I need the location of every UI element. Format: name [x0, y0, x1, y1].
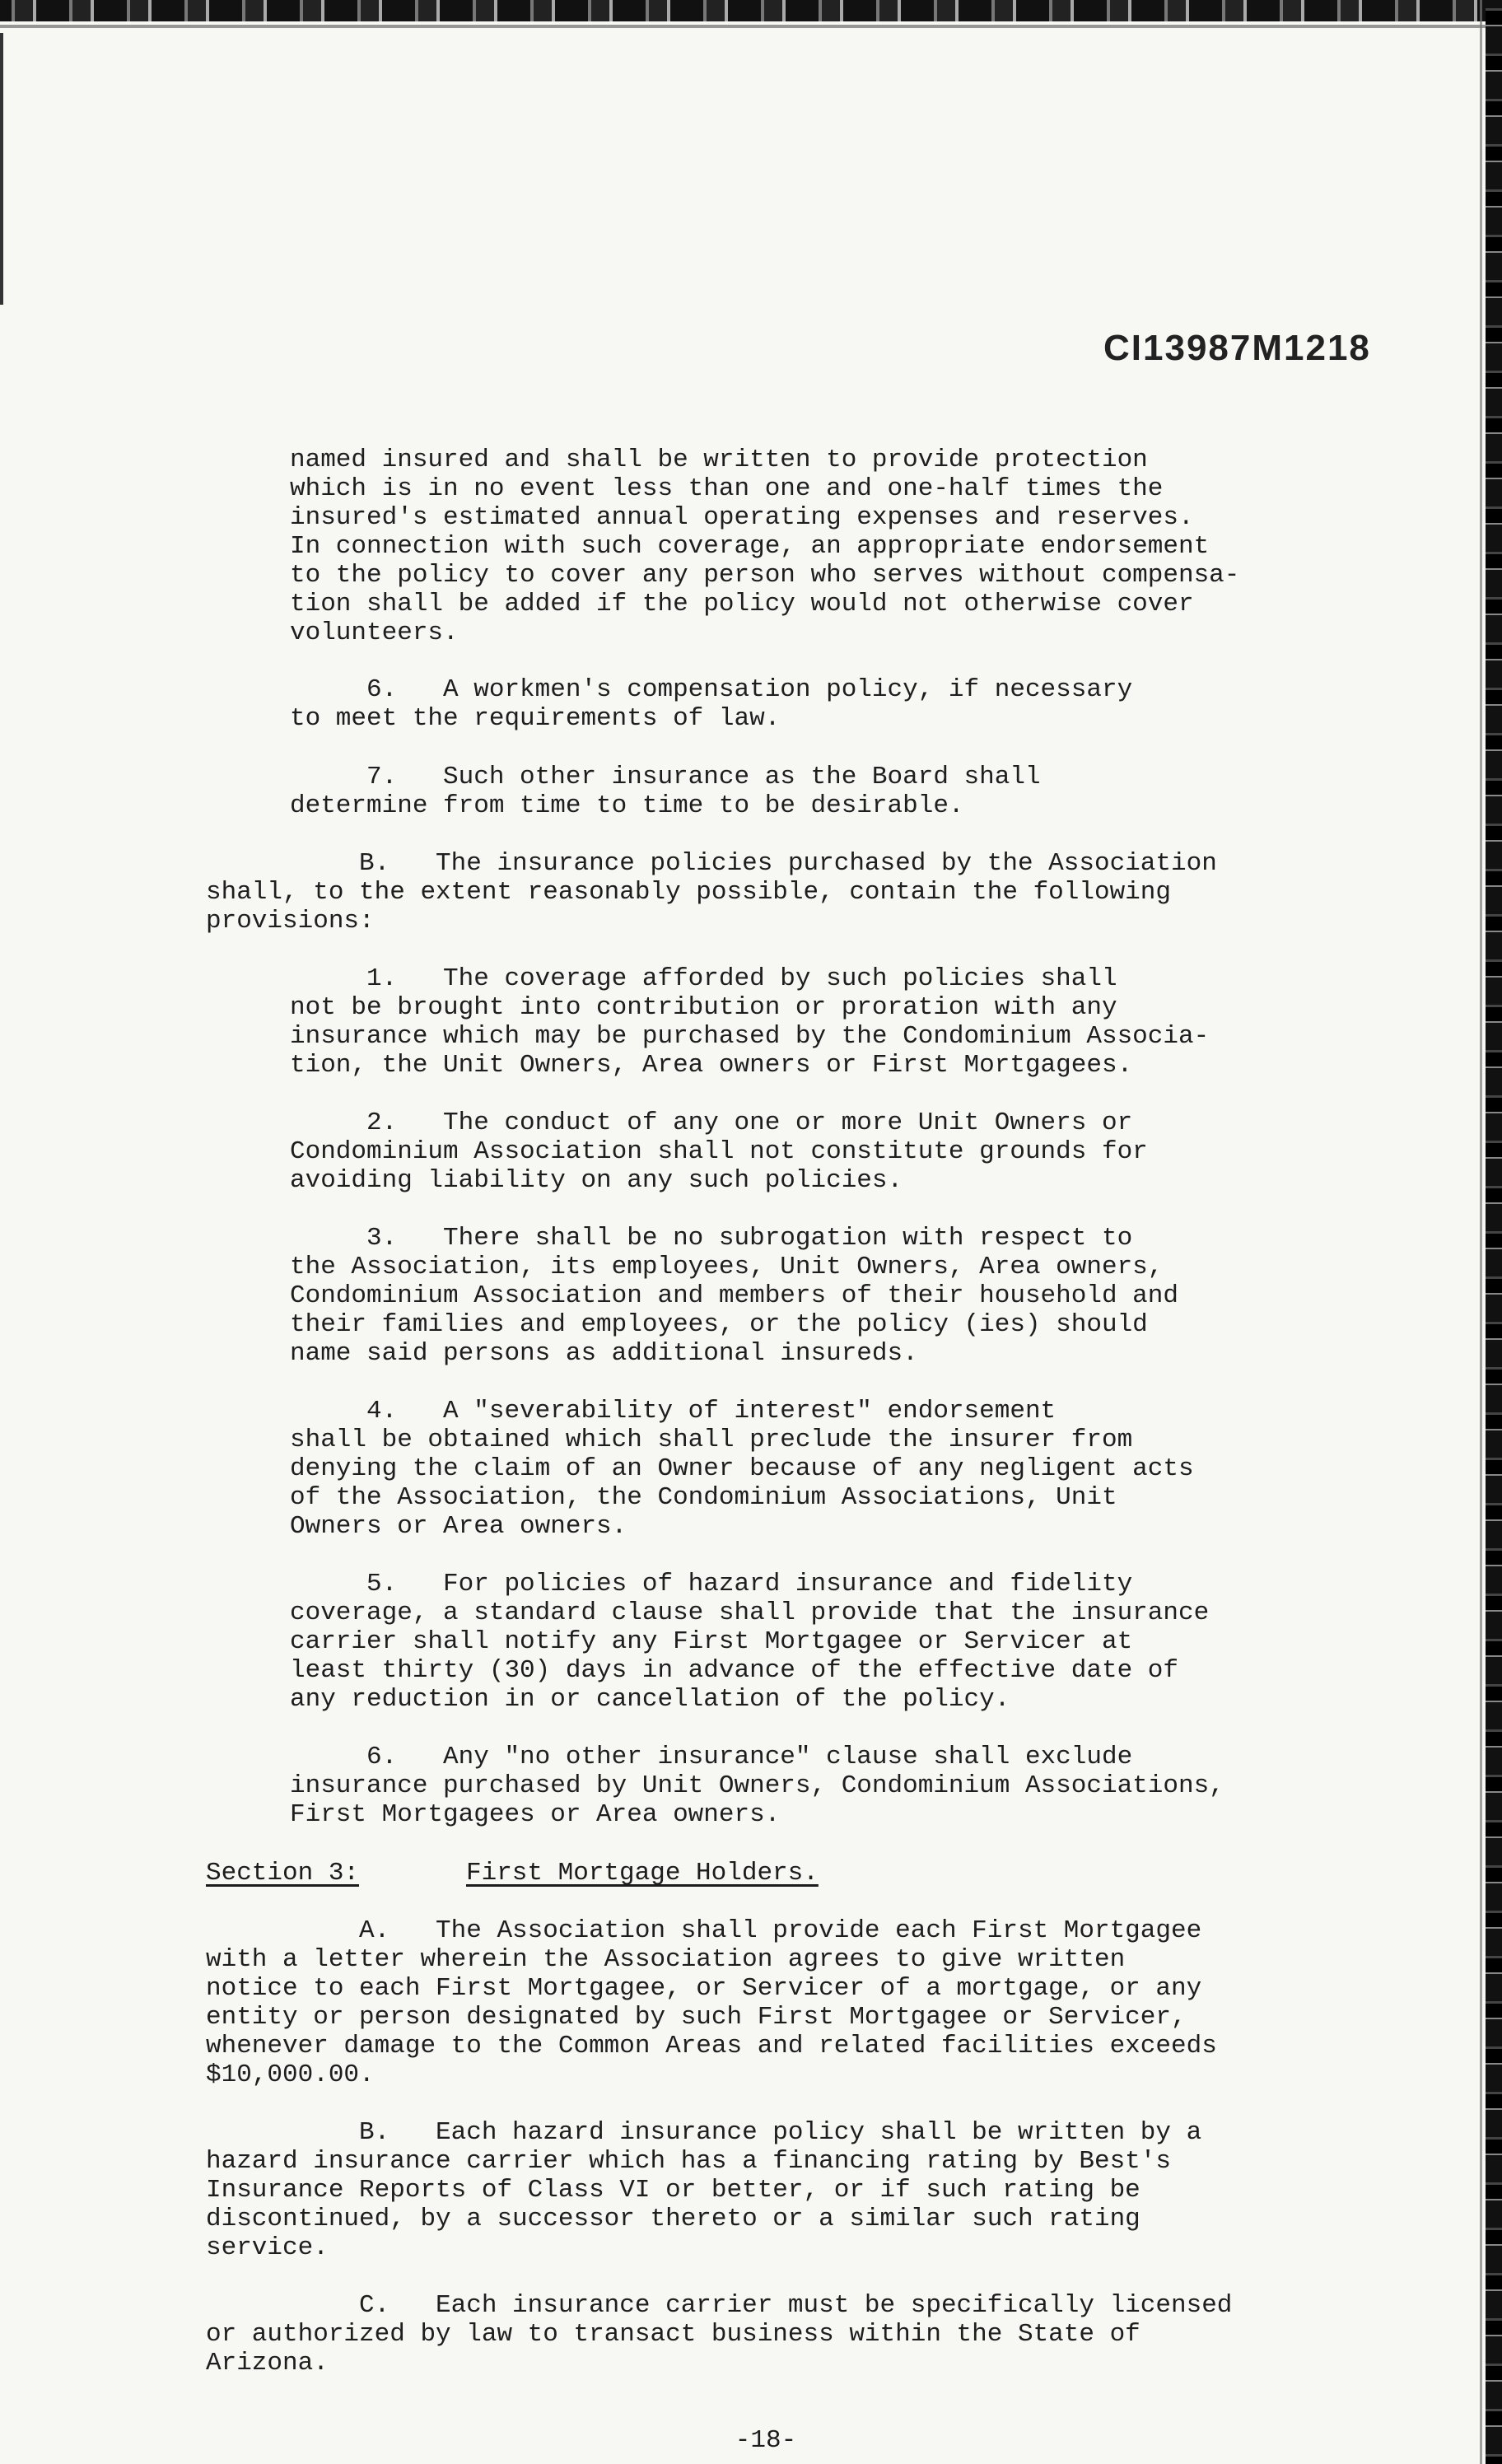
paragraph-provision-2: [290, 1108, 1148, 1195]
text-line: 2. The conduct of any one or more Unit Owners or: [290, 1108, 1133, 1137]
text-line: Owners or Area owners.: [290, 1512, 627, 1541]
paragraph-section3-c: [206, 2291, 1232, 2378]
text-line: least thirty (30) days in advance of the effective date of: [290, 1656, 1178, 1685]
text-line: 6. A workmen's compensation policy, if necessary: [290, 675, 1133, 704]
text-line: C. Each insurance carrier must be specifically licensed: [206, 2291, 1233, 2320]
text-line: 3. There shall be no subrogation with respect to: [290, 1224, 1133, 1253]
scan-edge-top: [0, 0, 1502, 21]
scan-edge-right: [1486, 0, 1502, 2464]
text-line: insurance which may be purchased by the Condominium Associa-: [290, 1022, 1210, 1051]
text-line: to the policy to cover any person who serves without compensa-: [290, 561, 1240, 590]
text-line: 1. The coverage afforded by such policies shall: [290, 964, 1117, 993]
text-line: their families and employees, or the policy (ies) should: [290, 1310, 1148, 1339]
text-line: denying the claim of an Owner because of any negligent acts: [290, 1454, 1194, 1483]
text-line: which is in no event less than one and one-half times the: [290, 474, 1164, 503]
text-line: the Association, its employees, Unit Owners, Area owners,: [290, 1253, 1164, 1281]
text-line: whenever damage to the Common Areas and related facilities exceeds: [206, 2032, 1217, 2060]
page-number: -18-: [735, 2426, 797, 2455]
text-line: Condominium Association and members of their household and: [290, 1281, 1178, 1310]
text-line: B. Each hazard insurance policy shall be written by a: [206, 2118, 1202, 2147]
section-title: First Mortgage Holders.: [466, 1859, 819, 1888]
scan-line-right: [1480, 0, 1482, 2464]
paragraph-provision-6: [290, 1743, 1224, 1829]
text-line: insured's estimated annual operating expenses and reserves.: [290, 503, 1194, 532]
text-line: carrier shall notify any First Mortgagee or Servicer at: [290, 1627, 1133, 1656]
scan-line-top: [0, 25, 1502, 28]
paragraph-provision-4: [290, 1397, 1194, 1541]
text-line: coverage, a standard clause shall provide that the insurance: [290, 1598, 1210, 1627]
text-line: name said persons as additional insureds.: [290, 1339, 918, 1368]
text-line: tion, the Unit Owners, Area owners or First Mortgagees.: [290, 1051, 1133, 1080]
paragraph-b-policies: [206, 849, 1217, 936]
text-line: Condominium Association shall not constitute grounds for: [290, 1137, 1148, 1166]
paragraph-provision-3: [290, 1224, 1178, 1368]
paragraph-section3-b: [206, 2118, 1201, 2262]
text-line: 6. Any "no other insurance" clause shall exclude: [290, 1743, 1133, 1771]
text-line: or authorized by law to transact business within the State of: [206, 2320, 1140, 2349]
text-line: Insurance Reports of Class VI or better, or if such rating be: [206, 2176, 1140, 2205]
text-line: $10,000.00.: [206, 2060, 375, 2089]
text-line: 5. For policies of hazard insurance and fidelity: [290, 1570, 1133, 1598]
text-line: provisions:: [206, 907, 375, 936]
text-line: of the Association, the Condominium Associations, Unit: [290, 1483, 1117, 1512]
paragraph-5-continuation: [290, 446, 1239, 647]
text-line: to meet the requirements of law.: [290, 704, 781, 733]
paragraph-provision-5: [290, 1570, 1209, 1714]
scan-edge-left: [0, 33, 3, 305]
text-line: B. The insurance policies purchased by the Association: [206, 849, 1217, 878]
paragraph-item-7: [290, 763, 1041, 820]
text-line: not be brought into contribution or proration with any: [290, 993, 1117, 1022]
text-line: First Mortgagees or Area owners.: [290, 1800, 781, 1829]
document-number: CI13987M1218: [1103, 328, 1371, 368]
text-line: service.: [206, 2233, 329, 2262]
text-line: notice to each First Mortgagee, or Servicer of a mortgage, or any: [206, 1974, 1202, 2003]
text-line: avoiding liability on any such policies.: [290, 1166, 903, 1195]
text-line: A. The Association shall provide each First Mortgagee: [206, 1916, 1202, 1945]
text-line: 4. A "severability of interest" endorsement: [290, 1397, 1057, 1426]
text-line: discontinued, by a successor thereto or a similar such rating: [206, 2205, 1140, 2233]
text-line: determine from time to time to be desirable.: [290, 791, 964, 820]
paragraph-provision-1: [290, 964, 1209, 1080]
text-line: Arizona.: [206, 2349, 329, 2378]
text-line: shall be obtained which shall preclude the insurer from: [290, 1426, 1133, 1454]
text-line: hazard insurance carrier which has a financing rating by Best's: [206, 2147, 1171, 2176]
text-line: In connection with such coverage, an appropriate endorsement: [290, 532, 1210, 561]
text-line: named insured and shall be written to provide protection: [290, 446, 1148, 474]
text-line: any reduction in or cancellation of the policy.: [290, 1685, 1010, 1714]
text-line: insurance purchased by Unit Owners, Condominium Associations,: [290, 1771, 1224, 1800]
text-line: volunteers.: [290, 618, 459, 647]
section-label: Section 3:: [206, 1859, 360, 1888]
paragraph-item-6: [290, 675, 1132, 733]
text-line: shall, to the extent reasonably possible, contain the following: [206, 878, 1171, 907]
text-line: tion shall be added if the policy would not otherwise cover: [290, 590, 1194, 618]
text-line: with a letter wherein the Association agrees to give written: [206, 1945, 1126, 1974]
paragraph-section3-a: [206, 1916, 1217, 2089]
text-line: entity or person designated by such First Mortgagee or Servicer,: [206, 2003, 1187, 2032]
text-line: 7. Such other insurance as the Board shall: [290, 763, 1041, 791]
